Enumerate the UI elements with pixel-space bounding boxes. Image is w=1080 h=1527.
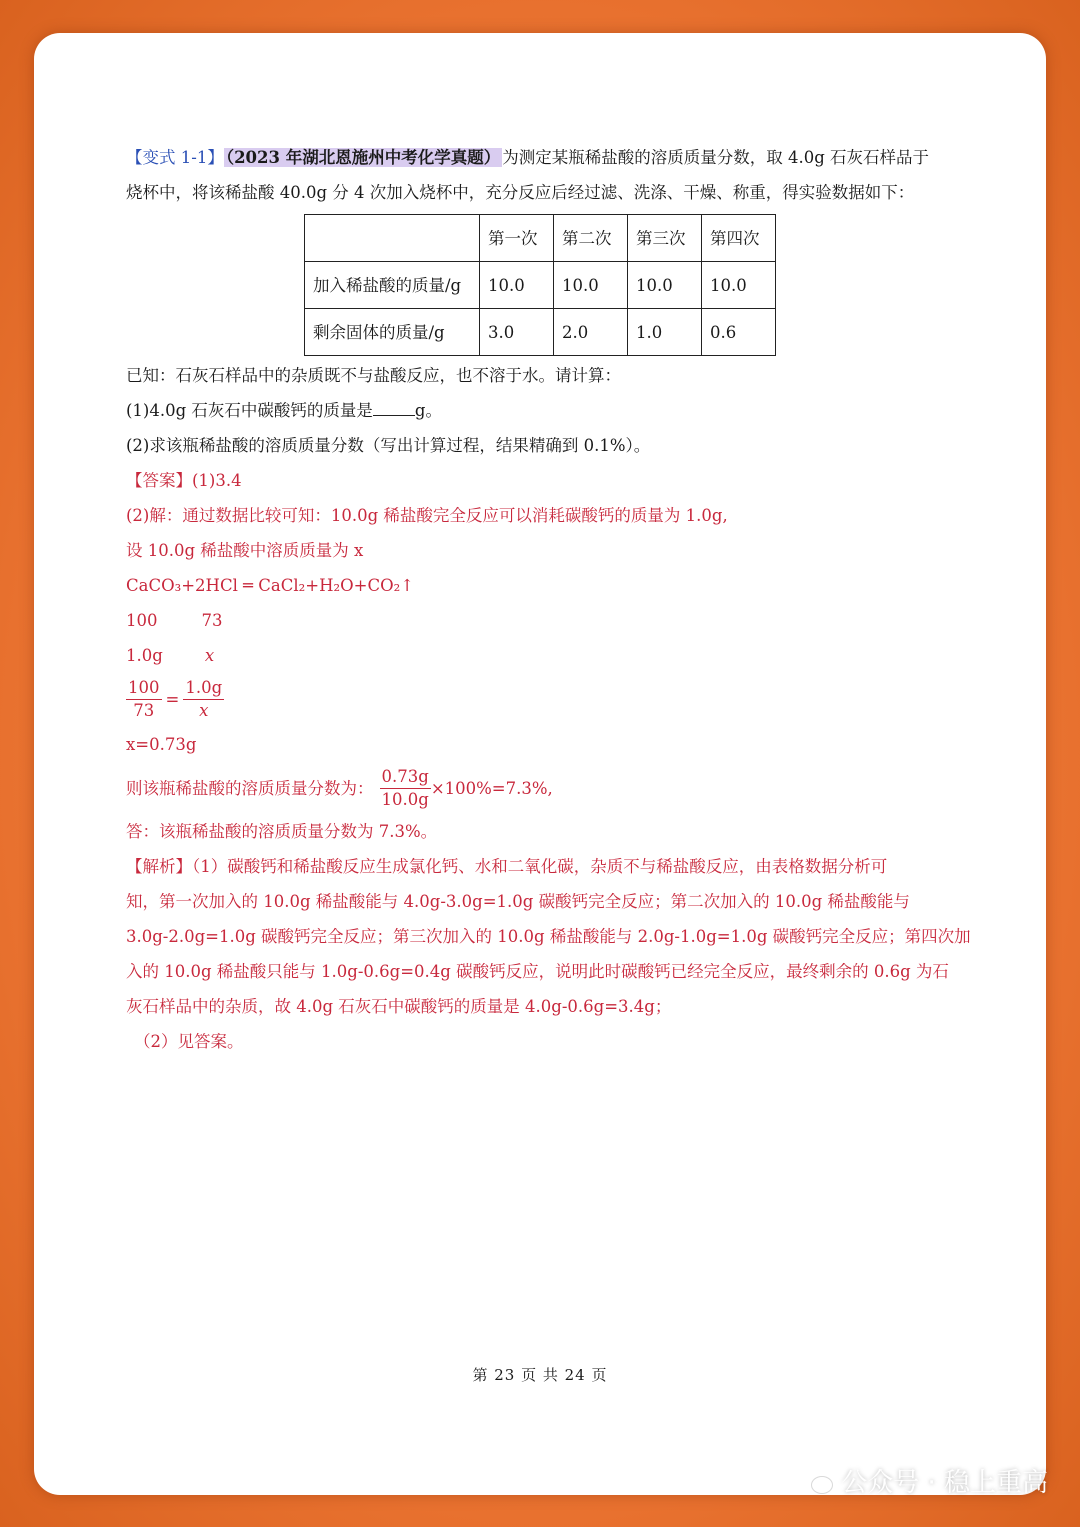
- table-cell: 剩余固体的质量/g: [305, 309, 480, 356]
- answer-1: (1)3.4: [192, 471, 242, 490]
- analysis-line-1: [126, 849, 956, 884]
- table-cell: 3.0: [480, 309, 554, 356]
- mass-value: 1.0g: [126, 646, 163, 665]
- fraction-numerator: 100: [126, 677, 162, 700]
- answer-blank: [373, 397, 415, 416]
- analysis-line-2: 知，第一次加入的 10.0g 稀盐酸能与 4.0g-3.0g=1.0g 碳酸钙完全反应；第二次加入的 10.0g 稀盐酸能与: [126, 892, 910, 911]
- wechat-icon: [799, 1467, 833, 1495]
- answer-label: 【答案】: [126, 471, 192, 490]
- fraction: [183, 677, 224, 722]
- chemical-equation: [126, 568, 956, 603]
- fraction-numerator: 0.73g: [380, 766, 431, 789]
- q1-text: (1)4.0g 石灰石中碳酸钙的质量是: [126, 401, 373, 420]
- analysis-text: （1）碳酸钙和稀盐酸反应生成氯化钙、水和二氧化碳，杂质不与稀盐酸反应，由表格数据分析可: [192, 857, 888, 876]
- table-cell: 第二次: [554, 215, 628, 262]
- table-cell: 10.0: [480, 262, 554, 309]
- analysis-line-5: 灰石样品中的杂质，故 4.0g 石灰石中碳酸钙的质量是 4.0g-0.6g=3.4g；: [126, 997, 672, 1016]
- table-cell: 10.0: [628, 262, 702, 309]
- fraction-denominator: 73: [133, 700, 155, 720]
- analysis-line-6: （2）见答案。: [134, 1032, 244, 1051]
- analysis-label: 【解析】: [126, 857, 192, 876]
- question-2: (2)求该瓶稀盐酸的溶质质量分数（写出计算过程，结果精确到 0.1%）。: [126, 436, 651, 455]
- question-source: （2023 年湖北恩施州中考化学真题）: [225, 148, 501, 167]
- fraction: [380, 766, 431, 811]
- fraction: [126, 677, 162, 722]
- result-line: x=0.73g: [126, 735, 197, 754]
- equals-sign: =: [165, 689, 180, 709]
- mass-ratio-row-2: [126, 638, 956, 673]
- mass-value: 100: [126, 611, 158, 630]
- table-row: [305, 309, 776, 356]
- question-1: [126, 393, 956, 428]
- mass-ratio-row-1: [126, 603, 956, 638]
- table-cell: [305, 215, 480, 262]
- table-cell: 第三次: [628, 215, 702, 262]
- question-line-2: 烧杯中，将该稀盐酸 40.0g 分 4 次加入烧杯中，充分反应后经过滤、洗涤、干燥、称重，得实验数据如下：: [126, 183, 915, 202]
- answer-line-2: (2)解：通过数据比较可知：10.0g 稀盐酸完全反应可以消耗碳酸钙的质量为 1.0g,: [126, 506, 728, 525]
- question-line-1: [126, 140, 956, 175]
- analysis-line-4: 入的 10.0g 稀盐酸只能与 1.0g-0.6g=0.4g 碳酸钙反应，说明此时碳酸钙已经完全反应，最终剩余的 0.6g 为石: [126, 962, 949, 981]
- mass-value: x: [204, 646, 215, 665]
- known-text: 已知：石灰石样品中的杂质既不与盐酸反应，也不溶于水。请计算：: [126, 366, 621, 385]
- table-cell: 1.0: [628, 309, 702, 356]
- table-cell: 0.6: [702, 309, 776, 356]
- percentage-result: ×100%=7.3%,: [430, 778, 553, 798]
- equation-sign: ═: [243, 576, 254, 595]
- table-cell: 第一次: [480, 215, 554, 262]
- page-content: [126, 140, 971, 1059]
- answer-line-3: 设 10.0g 稀盐酸中溶质质量为 x: [126, 541, 364, 560]
- table-row: [305, 262, 776, 309]
- fraction-denominator: 10.0g: [381, 789, 429, 809]
- watermark-text: 公众号 · 稳上重高: [841, 1468, 1048, 1498]
- proportion-equation: [126, 673, 956, 725]
- question-text-1: 为测定某瓶稀盐酸的溶质质量分数，取 4.0g 石灰石样品于: [502, 148, 930, 167]
- mass-value: 73: [201, 611, 223, 630]
- table-cell: 10.0: [702, 262, 776, 309]
- page-number: 第 23 页 共 24 页: [472, 1366, 608, 1384]
- table-cell: 2.0: [554, 309, 628, 356]
- table-cell: 加入稀盐酸的质量/g: [305, 262, 480, 309]
- equation-right: CaCl₂+H₂O+CO₂↑: [258, 576, 415, 595]
- watermark: [799, 1462, 1048, 1499]
- data-table: [304, 214, 776, 356]
- table-cell: 10.0: [554, 262, 628, 309]
- fraction-numerator: 1.0g: [183, 677, 224, 700]
- analysis-line-3: 3.0g-2.0g=1.0g 碳酸钙完全反应；第三次加入的 10.0g 稀盐酸能与 2.0g-1.0g=1.0g 碳酸钙完全反应；第四次加: [126, 927, 971, 946]
- table-header-row: [305, 215, 776, 262]
- percentage-text: 则该瓶稀盐酸的溶质质量分数为：: [126, 778, 374, 798]
- answer-line-1: [126, 463, 956, 498]
- question-tag: 【变式 1-1】: [126, 148, 224, 167]
- fraction-denominator: x: [199, 700, 209, 720]
- percentage-line: [126, 762, 956, 814]
- final-answer: 答：该瓶稀盐酸的溶质质量分数为 7.3%。: [126, 822, 438, 841]
- q1-unit: g。: [414, 401, 442, 420]
- table-cell: 第四次: [702, 215, 776, 262]
- equation-left: CaCO₃+2HCl: [126, 576, 238, 595]
